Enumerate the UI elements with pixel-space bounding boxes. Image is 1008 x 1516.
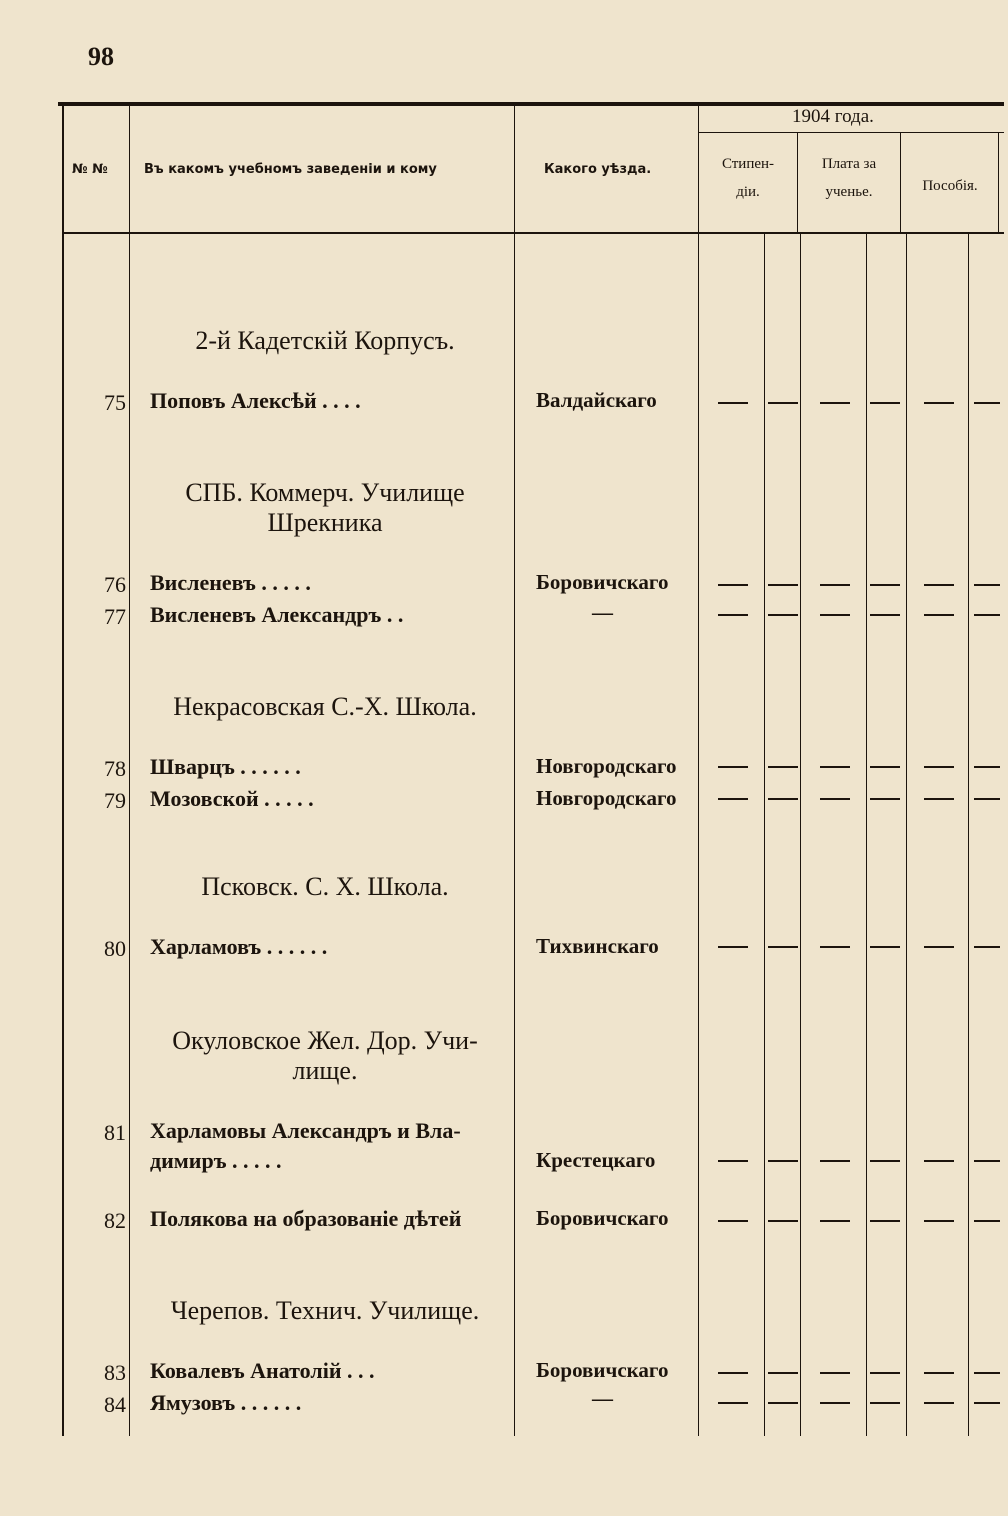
empty-value-dash [924, 766, 954, 768]
body-col-c [866, 234, 867, 1436]
empty-value-dash [820, 1402, 850, 1404]
row-name-continuation: димиръ . . . . . [150, 1148, 282, 1173]
empty-value-dash [768, 402, 798, 404]
empty-value-dash [924, 946, 954, 948]
header-stipend [700, 150, 796, 206]
empty-value-dash [820, 798, 850, 800]
row-uezd: Крестецкаго [536, 1148, 656, 1172]
empty-value-dash [718, 584, 748, 586]
empty-value-dash [974, 946, 1000, 948]
col-divider-num [129, 106, 130, 1436]
header-col-institution: Въ какомъ учебномъ заведеніи и кому [144, 162, 437, 177]
header-stipend-line2: діи. [736, 184, 760, 200]
row-name: Поповъ Алексѣй . . . . [150, 388, 361, 413]
body-col-a [764, 234, 765, 1436]
row-uezd: Новгородскаго [536, 786, 677, 810]
empty-value-dash [768, 946, 798, 948]
empty-value-dash [924, 402, 954, 404]
empty-value-dash [870, 946, 900, 948]
empty-value-dash [820, 946, 850, 948]
row-name: Висленевъ . . . . . [150, 570, 311, 595]
empty-value-dash [870, 1402, 900, 1404]
section-heading: Некрасовская С.-Х. Школа. [173, 692, 477, 721]
header-fee-line1: Плата за [821, 156, 877, 172]
empty-value-dash [974, 798, 1000, 800]
row-name: Харламовъ . . . . . . [150, 934, 328, 959]
row-number: 76 [104, 572, 126, 597]
row-name: Висленевъ Александръ . . [150, 602, 404, 627]
row-number: 84 [104, 1392, 126, 1417]
empty-value-dash [924, 614, 954, 616]
empty-value-dash [974, 1160, 1000, 1162]
col-divider-fee [900, 133, 901, 233]
header-aid: Пособія. [922, 178, 978, 194]
header-bottom-rule [62, 232, 1004, 234]
empty-value-dash [768, 1160, 798, 1162]
row-number: 75 [104, 390, 126, 415]
empty-value-dash [768, 584, 798, 586]
empty-value-dash [870, 1372, 900, 1374]
row-name: Шварцъ . . . . . . [150, 754, 301, 779]
header-year-group: 1904 года. [792, 106, 874, 127]
empty-value-dash [974, 614, 1000, 616]
empty-value-dash [924, 1160, 954, 1162]
row-name: Ковалевъ Анатолій . . . [150, 1358, 375, 1383]
empty-value-dash [768, 1402, 798, 1404]
year-group-rule [698, 132, 1004, 133]
empty-value-dash [974, 402, 1000, 404]
row-uezd: Боровичскаго [536, 1206, 669, 1230]
col-divider-institution [514, 106, 515, 1436]
table-left-border [62, 106, 64, 1436]
row-uezd: — [592, 600, 613, 624]
empty-value-dash [974, 1372, 1000, 1374]
empty-value-dash [718, 402, 748, 404]
row-name: Мозовской . . . . . [150, 786, 314, 811]
row-uezd: Новгородскаго [536, 754, 677, 778]
empty-value-dash [870, 766, 900, 768]
col-divider-right [998, 133, 999, 233]
col-divider-uezd [698, 106, 699, 1436]
section-heading: Шрекника [267, 508, 383, 537]
empty-value-dash [718, 946, 748, 948]
empty-value-dash [974, 584, 1000, 586]
empty-value-dash [924, 1372, 954, 1374]
section-heading: Черепов. Технич. Училище. [170, 1296, 480, 1325]
row-uezd: Тихвинскаго [536, 934, 659, 958]
section-heading: СПБ. Коммерч. Училище [185, 478, 465, 507]
row-number: 77 [104, 604, 126, 629]
empty-value-dash [820, 614, 850, 616]
empty-value-dash [718, 1402, 748, 1404]
header-col-uezd: Какого уѣзда. [544, 162, 652, 177]
empty-value-dash [924, 798, 954, 800]
row-uezd: Боровичскаго [536, 570, 669, 594]
row-uezd: Боровичскаго [536, 1358, 669, 1382]
row-uezd: — [592, 1386, 613, 1410]
row-number: 79 [104, 788, 126, 813]
empty-value-dash [820, 1160, 850, 1162]
empty-value-dash [820, 402, 850, 404]
empty-value-dash [820, 766, 850, 768]
empty-value-dash [870, 798, 900, 800]
row-number: 83 [104, 1360, 126, 1385]
empty-value-dash [974, 1402, 1000, 1404]
body-col-e [968, 234, 969, 1436]
empty-value-dash [870, 614, 900, 616]
empty-value-dash [718, 1220, 748, 1222]
section-heading: Псковск. С. Х. Школа. [201, 872, 449, 901]
row-number: 78 [104, 756, 126, 781]
header-stipend-line1: Стипен- [721, 156, 775, 172]
empty-value-dash [718, 1160, 748, 1162]
header-fee [798, 150, 900, 206]
empty-value-dash [768, 1372, 798, 1374]
empty-value-dash [768, 1220, 798, 1222]
row-number: 80 [104, 936, 126, 961]
empty-value-dash [870, 1220, 900, 1222]
empty-value-dash [820, 1220, 850, 1222]
empty-value-dash [924, 1402, 954, 1404]
empty-value-dash [924, 584, 954, 586]
row-name: Полякова на образованіе дѣтей [150, 1206, 462, 1231]
empty-value-dash [870, 1160, 900, 1162]
empty-value-dash [768, 798, 798, 800]
section-heading: лище. [292, 1056, 358, 1085]
header-col-num: № № [72, 162, 108, 177]
section-heading: Окуловское Жел. Дор. Учи- [172, 1026, 478, 1055]
empty-value-dash [718, 614, 748, 616]
empty-value-dash [718, 1372, 748, 1374]
page-number: 98 [88, 42, 114, 71]
row-name: Харламовы Александръ и Вла- [150, 1118, 461, 1143]
row-name: Ямузовъ . . . . . . [150, 1390, 302, 1415]
empty-value-dash [974, 1220, 1000, 1222]
empty-value-dash [820, 584, 850, 586]
empty-value-dash [718, 766, 748, 768]
empty-value-dash [924, 1220, 954, 1222]
empty-value-dash [870, 402, 900, 404]
row-number: 81 [104, 1120, 126, 1145]
body-col-b [800, 234, 801, 1436]
body-col-d [906, 234, 907, 1436]
empty-value-dash [768, 766, 798, 768]
section-heading: 2-й Кадетскій Корпусъ. [195, 326, 455, 355]
empty-value-dash [768, 614, 798, 616]
empty-value-dash [974, 766, 1000, 768]
row-uezd: Валдайскаго [536, 388, 657, 412]
header-fee-line2: ученье. [825, 184, 873, 200]
row-number: 82 [104, 1208, 126, 1233]
empty-value-dash [870, 584, 900, 586]
empty-value-dash [820, 1372, 850, 1374]
empty-value-dash [718, 798, 748, 800]
